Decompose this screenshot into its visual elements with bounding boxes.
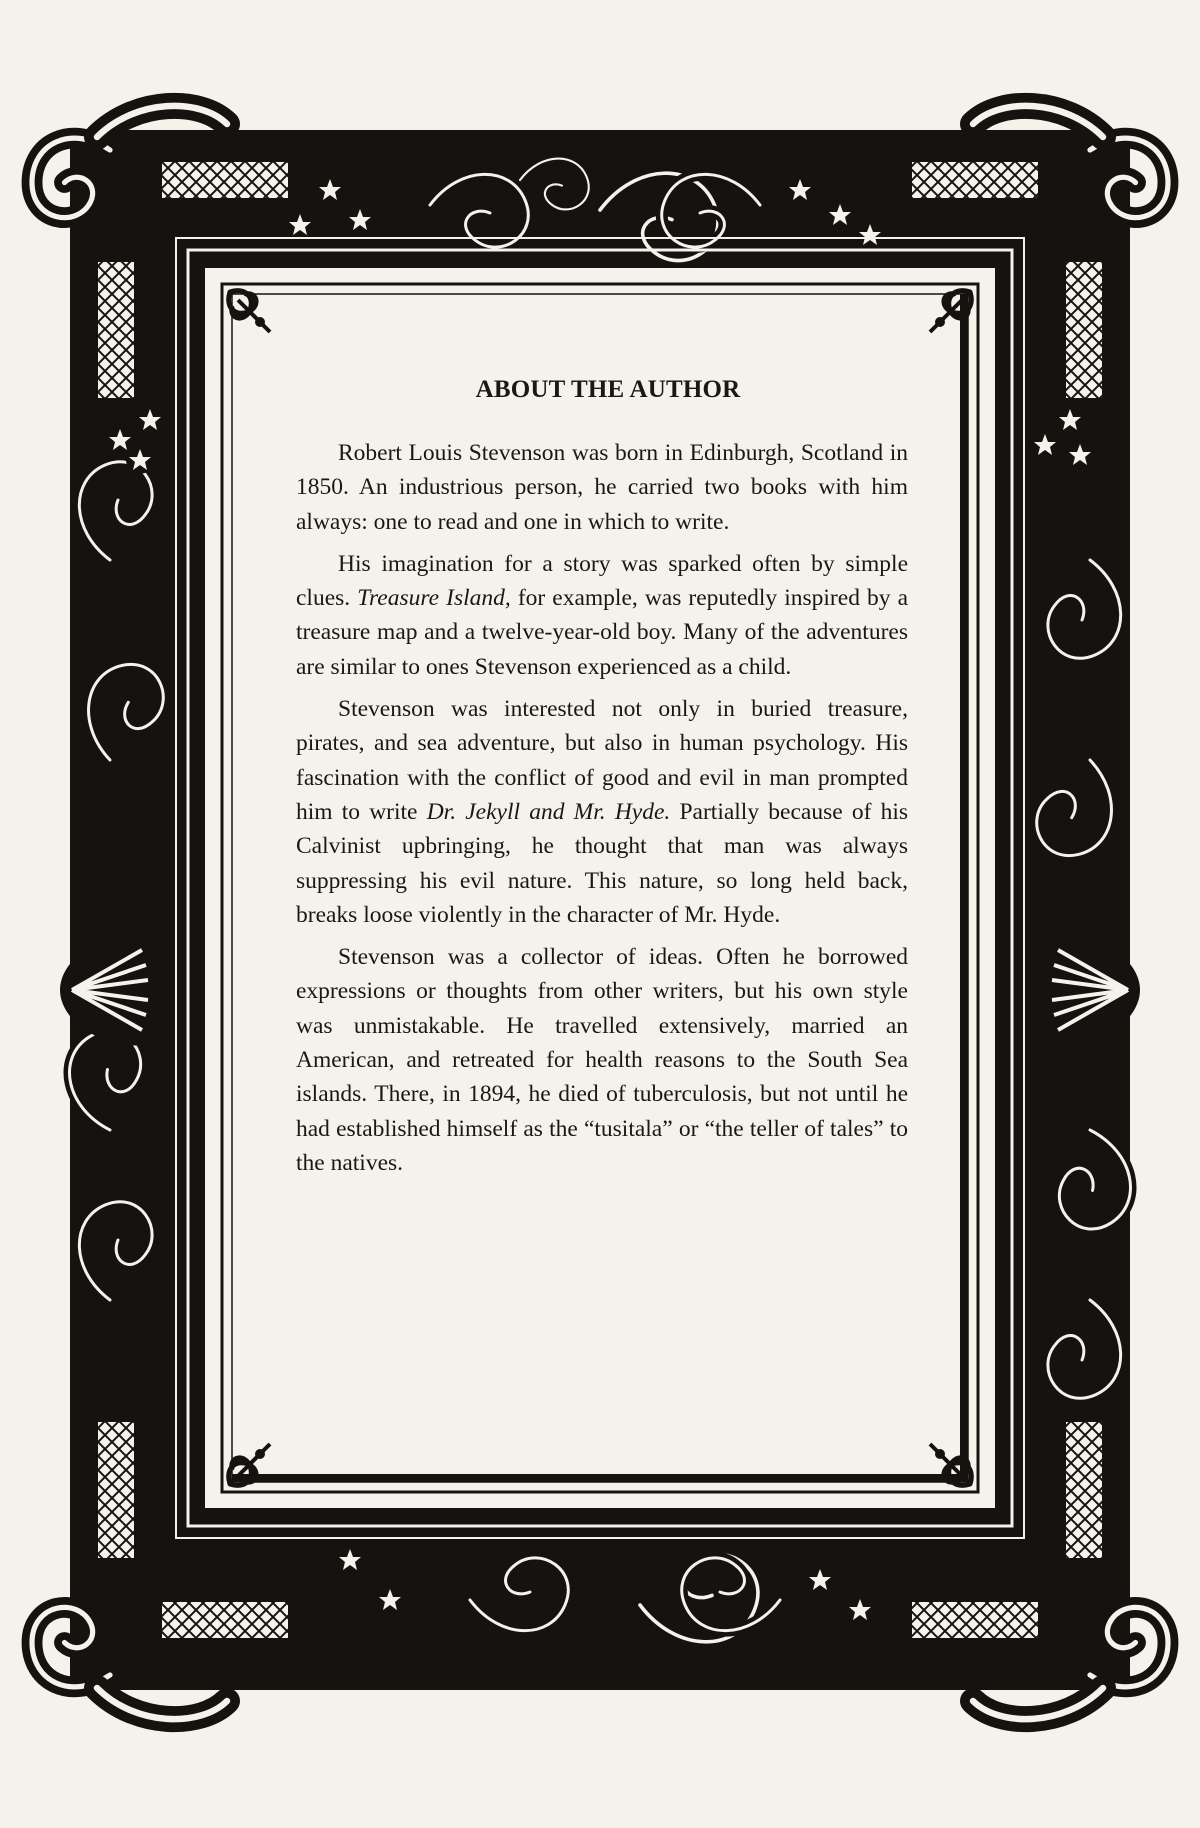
- paragraph-text: His imagination for a story was sparked often by simple clues.: [296, 550, 908, 612]
- paragraph-ideas: [296, 940, 908, 1180]
- paragraph-text: for example, was reputedly inspired by a treasure map and a twelve-year-old boy. Many of the adventures are similar to ones Stevenson experienced as a child.: [296, 585, 908, 680]
- paragraph-birth: [296, 436, 908, 539]
- page-title: ABOUT THE AUTHOR: [475, 376, 741, 403]
- paragraph-psychology: [296, 692, 908, 932]
- paragraph-text: Stevenson was interested not only in buried treasure, pirates, and sea adventure, but also in human psychology. His fascination with the conflict of good and evil in man prompted him to write: [296, 696, 908, 825]
- book-title-jekyll-hyde: Dr. Jekyll and Mr. Hyde.: [426, 798, 671, 825]
- book-title-treasure-island: Treasure Island,: [357, 585, 511, 612]
- about-author-section: [296, 376, 908, 1188]
- paragraph-imagination: [296, 547, 908, 684]
- paragraph-text: Robert Louis Stevenson was born in Edinburgh, Scotland in 1850. An industrious person, he carried two books with him always: one to read and one in which to write.: [296, 440, 908, 535]
- paragraph-text: Partially because of his Calvinist upbringing, he thought that man was always suppressing his evil nature. This nature, so long held back, breaks loose violently in the character of Mr. Hyde.: [296, 798, 909, 928]
- paragraph-text: Stevenson was a collector of ideas. Often he borrowed expressions or thoughts from other writers, but his own style was unmistakable. He travelled extensively, married an American, and retreated for health reasons to the South Sea islands. There, in 1894, he died of tuberculosis, but not until he had established himself as the “tusitala” or “the teller of tales” to the natives.: [296, 944, 908, 1176]
